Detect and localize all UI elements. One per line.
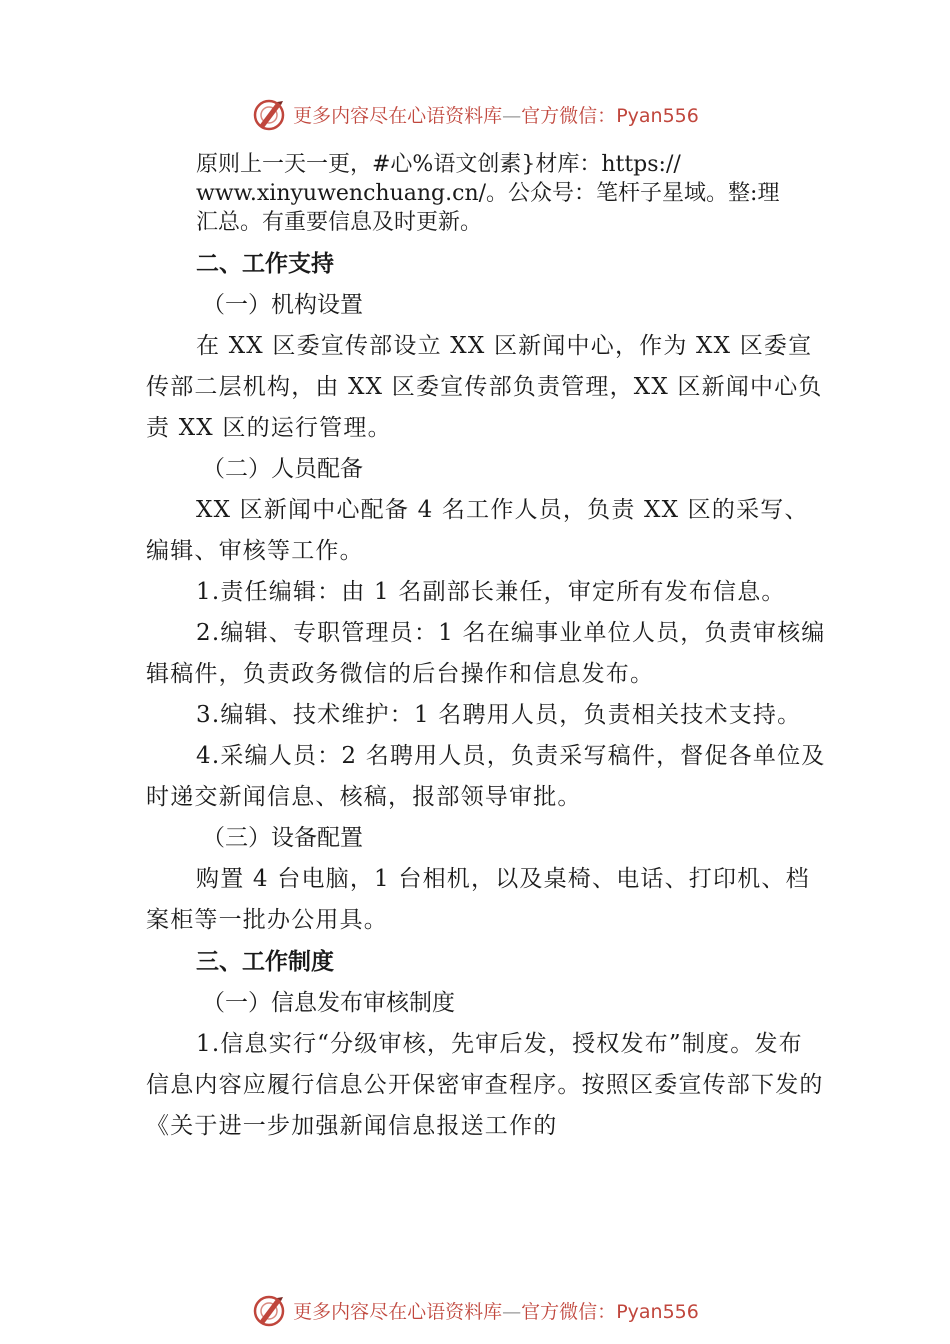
staff-item-3: 3.编辑、技术维护：1 名聘用人员，负责相关技术支持。: [196, 702, 802, 728]
section-2-1-paragraph: 在 XX 区委宣传部设立 XX 区新闻中心，作为 XX 区委宣传部二层机构，由 XX 区委宣传部负责管理，XX 区新闻中心负责 XX 区的运行管理。: [146, 333, 823, 441]
section-3-1-paragraph: 1.信息实行“分级审核，先审后发，授权发布”制度。发布信息内容应履行信息公开保密审查程序。按照区委宣传部下发的《关于进一步加强新闻信息报送工作的: [146, 1031, 824, 1139]
notice-line-1: 原则上一天一更，#心%语文创素}材库：https://: [196, 152, 681, 177]
notice-block: [146, 150, 826, 237]
banner-wechat-label: 官方微信：: [521, 1300, 617, 1323]
banner-main-text: 更多内容尽在心语资料库: [293, 1300, 503, 1323]
section-2-2-paragraph: XX 区新闻中心配备 4 名工作人员，负责 XX 区的采写、编辑、审核等工作。: [146, 497, 809, 564]
staff-item-1: 1.责任编辑：由 1 名副部长兼任，审定所有发布信息。: [196, 579, 786, 605]
banner-separator: —: [502, 104, 522, 127]
section-2-heading: 二、工作支持: [196, 251, 334, 277]
banner-separator: —: [502, 1300, 522, 1323]
section-3-1-heading: （一）信息发布审核制度: [202, 990, 455, 1016]
section-3-heading: 三、工作制度: [196, 949, 334, 975]
staff-item-4: 4.采编人员：2 名聘用人员，负责采写稿件，督促各单位及时递交新闻信息、核稿，报部领导审批。: [146, 743, 826, 810]
pen-logo-icon: [251, 1292, 287, 1328]
banner-wechat-id: Pyan556: [616, 104, 699, 127]
document-body: [146, 150, 826, 1147]
header-banner: [0, 94, 950, 134]
section-2-3-paragraph: 购置 4 台电脑，1 台相机，以及桌椅、电话、打印机、档案柜等一批办公用具。: [146, 866, 810, 933]
footer-banner: [0, 1290, 950, 1330]
staff-item-2: 2.编辑、专职管理员：1 名在编事业单位人员，负责审核编辑稿件，负责政务微信的后台操作和信息发布。: [146, 620, 826, 687]
pen-logo-icon: [251, 96, 287, 132]
banner-wechat-id: Pyan556: [616, 1300, 699, 1323]
section-2-2-heading: （二）人员配备: [202, 456, 363, 482]
section-2-1-heading: （一）机构设置: [202, 292, 363, 318]
section-2-3-heading: （三）设备配置: [202, 825, 363, 851]
banner-wechat-label: 官方微信：: [521, 104, 617, 127]
banner-text: [293, 101, 699, 128]
notice-line-3: 汇总。有重要信息及时更新。: [196, 210, 483, 235]
notice-line-2: www.xinyuwenchuang.cn/。公众号：笔杆子星域。整:理: [196, 181, 780, 206]
banner-text: [293, 1297, 699, 1324]
banner-main-text: 更多内容尽在心语资料库: [293, 104, 503, 127]
